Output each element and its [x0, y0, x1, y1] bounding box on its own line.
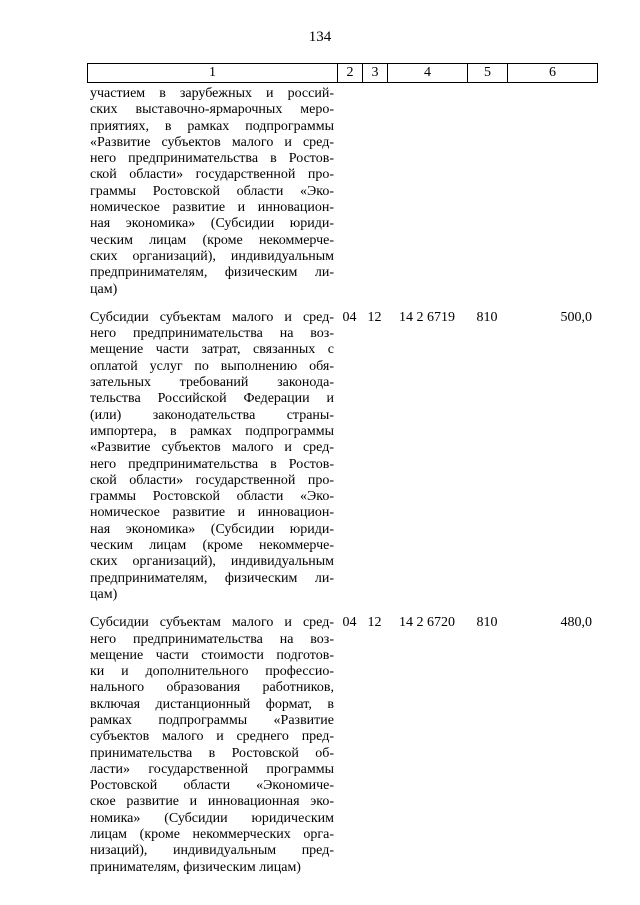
- column-header-5: 5: [468, 64, 508, 82]
- description-line: низаций), индивидуальным пред-: [90, 843, 334, 859]
- target-article-cell: [387, 86, 467, 298]
- section-cell: [337, 86, 362, 298]
- description-line: оплатой услуг по выполнению обя-: [90, 358, 334, 374]
- description-line: предпринимателям, физическим ли-: [90, 570, 334, 586]
- expense-type-cell: 810: [476, 309, 498, 325]
- description-line: цам): [90, 281, 118, 297]
- description-line: принимателям, физическим лицам): [90, 859, 301, 875]
- description-line: приятиях, в рамках подпрограммы: [90, 118, 334, 134]
- description-line: ское развитие и инновационная эко-: [90, 794, 334, 810]
- section-cell: 04: [342, 615, 357, 631]
- table-row: [87, 615, 598, 876]
- description-line: лицам (кроме некоммерческих орга-: [90, 827, 334, 843]
- description-line: него предпринимательства в Ростов-: [90, 456, 334, 472]
- budget-table: [87, 63, 598, 876]
- description-line: номическое развитие и инновацион-: [90, 200, 334, 216]
- description-line: включая дистанционный формат, в: [90, 696, 334, 712]
- description-line: ная экономика» (Субсидии юриди-: [90, 521, 334, 537]
- description-line: нального образования работников,: [90, 680, 334, 696]
- description-cell: [87, 615, 337, 876]
- target-article-cell: 14 2 6720: [399, 615, 455, 631]
- description-line: рамках подпрограммы «Развитие: [90, 712, 334, 728]
- description-line: мещение части затрат, связанных с: [90, 342, 334, 358]
- table-header-row: [87, 63, 598, 83]
- description-line: цам): [90, 586, 118, 602]
- description-line: ских организаций), индивидуальным: [90, 248, 334, 264]
- column-header-6: 6: [549, 65, 556, 80]
- description-line: тельства Российской Федерации и: [90, 391, 334, 407]
- description-line: ласти» государственной программы: [90, 761, 334, 777]
- expense-type-cell: 810: [476, 615, 498, 631]
- amount-cell: 500,0: [560, 309, 592, 325]
- description-line: ских выставочно-ярмарочных меро-: [90, 102, 334, 118]
- description-line: (или) законодательства страны-: [90, 407, 334, 423]
- amount-cell: 480,0: [560, 615, 592, 631]
- description-line: номическое развитие и инновацион-: [90, 505, 334, 521]
- subsection-cell: 12: [367, 309, 382, 325]
- column-header-2: 2: [338, 64, 363, 82]
- description-line: субъектов малого и среднего пред-: [90, 729, 334, 745]
- description-line: участием в зарубежных и россий-: [90, 86, 334, 101]
- column-header-3: 3: [363, 64, 388, 82]
- description-line: него предпринимательства на воз-: [90, 631, 334, 647]
- description-line: импортера, в рамках подпрограммы: [90, 423, 334, 439]
- description-line: Субсидии субъектам малого и сред-: [90, 309, 334, 325]
- description-line: предпринимателям, физическим ли-: [90, 265, 334, 281]
- section-cell: 04: [342, 309, 357, 325]
- column-header-1: 1: [88, 64, 338, 82]
- description-line: «Развитие субъектов малого и сред-: [90, 134, 334, 150]
- description-line: зательных требований законода-: [90, 375, 334, 391]
- description-line: ки и дополнительного профессио-: [90, 664, 334, 680]
- description-line: ских организаций), индивидуальным: [90, 554, 334, 570]
- description-line: мещение части стоимости подготов-: [90, 647, 334, 663]
- subsection-cell: 12: [367, 615, 382, 631]
- description-line: Ростовской области «Экономиче-: [90, 778, 334, 794]
- description-line: принимательства в Ростовской об-: [90, 745, 334, 761]
- description-line: ской области» государственной про-: [90, 167, 334, 183]
- table-row: [87, 86, 598, 298]
- description-line: граммы Ростовской области «Эко-: [90, 183, 334, 199]
- description-line: него предпринимательства на воз-: [90, 326, 334, 342]
- description-line: него предпринимательства в Ростов-: [90, 151, 334, 167]
- description-line: ской области» государственной про-: [90, 472, 334, 488]
- expense-type-cell: [467, 86, 507, 298]
- description-line: номика» (Субсидии юридическим: [90, 810, 334, 826]
- description-cell: [87, 310, 337, 603]
- description-line: Субсидии субъектам малого и сред-: [90, 615, 334, 631]
- target-article-cell: 14 2 6719: [399, 309, 455, 325]
- subsection-cell: [362, 86, 387, 298]
- description-line: ческим лицам (кроме некоммерче-: [90, 538, 334, 554]
- page-number: 134: [308, 29, 332, 45]
- description-line: ная экономика» (Субсидии юриди-: [90, 216, 334, 232]
- description-line: ческим лицам (кроме некоммерче-: [90, 232, 334, 248]
- description-line: «Развитие субъектов малого и сред-: [90, 440, 334, 456]
- description-cell: [87, 86, 337, 298]
- table-row: [87, 310, 598, 603]
- amount-cell: [507, 86, 598, 298]
- description-line: граммы Ростовской области «Эко-: [90, 489, 334, 505]
- table-body: [87, 86, 598, 876]
- column-header-4: 4: [388, 64, 468, 82]
